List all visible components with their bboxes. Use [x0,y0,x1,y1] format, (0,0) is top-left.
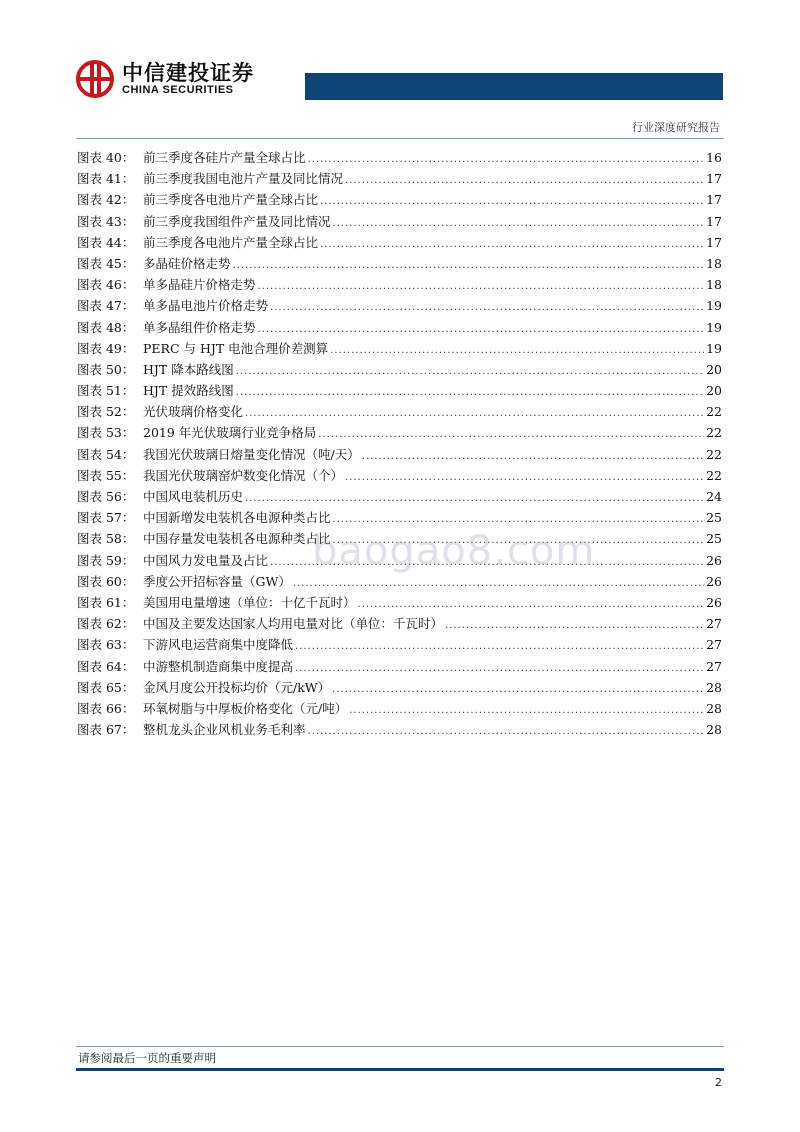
toc-leader-dots [333,218,704,229]
toc-entry-label: 图表 58： [77,531,135,547]
toc-entry[interactable] [77,275,722,296]
toc-entry[interactable] [77,593,722,614]
header-divider [76,138,724,139]
toc-entry-title: 2019 年光伏玻璃行业竞争格局 [143,425,317,441]
toc-entry-label: 图表 62： [77,616,135,632]
toc-leader-dots [358,599,704,610]
toc-entry-label: 图表 45： [77,255,135,271]
toc-entry-page: 27 [706,616,722,632]
toc-leader-dots [236,387,704,398]
toc-leader-dots [320,196,704,207]
toc-entry-label: 图表 48： [77,319,135,335]
toc-leader-dots [345,175,704,186]
toc-entry-title: 中国新增发电装机各电源种类占比 [143,510,331,526]
toc-entry-title: 中国风电装机历史 [143,489,244,504]
toc-entry[interactable] [77,381,722,402]
toc-entry[interactable] [77,657,722,678]
toc-entry-label: 图表 59： [77,552,135,568]
toc-entry-page: 24 [706,489,722,504]
toc-entry-label: 图表 54： [77,446,135,462]
toc-entry-title: 单多晶硅片价格走势 [143,277,256,293]
toc-entry-title: 光伏玻璃价格变化 [143,404,244,420]
toc-entry-label: 图表 41： [77,171,135,187]
toc-entry-title: HJT 提效路线图 [143,383,234,399]
toc-entry-page: 19 [706,319,722,335]
disclaimer-note: 请参阅最后一页的重要声明 [78,1051,216,1065]
toc-entry-label: 图表 46： [77,277,135,293]
toc-entry[interactable] [77,487,722,508]
page-number: 2 [715,1076,722,1089]
toc-entry-title: 前三季度各硅片产量全球占比 [143,150,306,165]
toc-entry[interactable] [77,466,722,487]
figure-index-list [77,148,722,741]
toc-entry-title: 我国光伏玻璃窑炉数变化情况（个） [143,467,344,483]
toc-entry[interactable] [77,339,722,360]
toc-entry-label: 图表 53： [77,425,135,441]
toc-entry-label: 图表 42： [77,192,135,208]
footer-color-band [76,1068,724,1071]
toc-entry-page: 26 [706,594,722,610]
toc-entry-title: 前三季度各电池片产量全球占比 [143,192,319,208]
toc-entry[interactable] [77,360,722,381]
toc-entry-page: 22 [706,467,722,483]
toc-entry[interactable] [77,423,722,444]
toc-leader-dots [308,154,704,165]
logo-chinese-name: 中信建投证券 [122,60,254,85]
toc-entry-label: 图表 67： [77,722,135,738]
toc-entry[interactable] [77,572,722,593]
toc-entry[interactable] [77,678,722,699]
toc-leader-dots [320,239,704,250]
watermark: baogao8.com [312,528,596,574]
toc-leader-dots [349,705,704,716]
toc-entry-label: 图表 49： [77,340,135,356]
toc-entry-page: 27 [706,637,722,653]
toc-entry-title: PERC 与 HJT 电池合理价差测算 [143,340,329,356]
toc-entry-title: 环氧树脂与中厚板价格变化（元/吨） [143,700,348,716]
toc-entry-label: 图表 66： [77,700,135,716]
toc-entry-page: 18 [706,255,722,271]
toc-leader-dots [445,620,704,631]
toc-entry[interactable] [77,190,722,211]
toc-entry-label: 图表 55： [77,467,135,483]
toc-leader-dots [333,514,704,525]
toc-leader-dots [318,429,704,440]
toc-entry-page: 17 [706,234,722,250]
toc-leader-dots [245,408,704,419]
toc-leader-dots [245,493,704,504]
toc-entry[interactable] [77,318,722,339]
toc-entry-page: 27 [706,658,722,674]
toc-entry-page: 17 [706,213,722,229]
toc-entry-label: 图表 47： [77,298,135,314]
toc-leader-dots [330,345,704,356]
toc-entry-title: 中国存量发电装机各电源种类占比 [143,531,331,547]
toc-leader-dots [362,451,704,462]
toc-entry-label: 图表 64： [77,658,135,674]
toc-entry[interactable] [77,402,722,423]
toc-entry-title: 下游风电运营商集中度降低 [143,637,294,653]
toc-entry-label: 图表 65： [77,679,135,695]
toc-entry[interactable] [77,212,722,233]
toc-entry-page: 17 [706,192,722,208]
toc-entry-page: 22 [706,404,722,420]
toc-entry[interactable] [77,233,722,254]
toc-entry-page: 19 [706,340,722,356]
toc-entry[interactable] [77,699,722,720]
toc-entry-page: 16 [706,150,722,165]
toc-entry[interactable] [77,296,722,317]
toc-leader-dots [270,302,704,313]
toc-leader-dots [345,472,704,483]
toc-entry-title: 前三季度我国电池片产量及同比情况 [143,171,344,187]
toc-entry-page: 26 [706,573,722,589]
toc-entry[interactable] [77,254,722,275]
company-logo [76,60,254,98]
toc-leader-dots [293,578,704,589]
toc-entry[interactable] [77,635,722,656]
toc-entry-title: 季度公开招标容量（GW） [143,573,291,589]
toc-entry-title: 我国光伏玻璃日熔量变化情况（吨/天） [143,446,360,462]
toc-entry[interactable] [77,148,722,169]
toc-entry-label: 图表 51： [77,383,135,399]
toc-entry-title: 整机龙头企业风机业务毛利率 [143,722,306,738]
toc-entry[interactable] [77,508,722,529]
toc-entry-title: 美国用电量增速（单位：十亿千瓦时） [143,594,356,610]
toc-entry-title: 金风月度公开投标均价（元/kW） [143,679,331,695]
toc-entry-page: 20 [706,361,722,377]
toc-entry-label: 图表 57： [77,510,135,526]
header-color-band [305,73,723,100]
toc-entry-page: 25 [706,531,722,547]
toc-entry-title: 前三季度各电池片产量全球占比 [143,234,319,250]
toc-entry-title: 中游整机制造商集中度提高 [143,658,294,674]
toc-entry-label: 图表 40： [77,150,135,165]
toc-entry-label: 图表 52： [77,404,135,420]
toc-entry-page: 28 [706,700,722,716]
toc-entry-page: 18 [706,277,722,293]
toc-entry-label: 图表 43： [77,213,135,229]
toc-entry-page: 22 [706,446,722,462]
footer-divider [76,1046,724,1047]
toc-entry-title: 中国风力发电量及占比 [143,552,269,568]
toc-entry-page: 19 [706,298,722,314]
logo-english-name: CHINA SECURITIES [122,83,234,96]
toc-entry-title: HJT 降本路线图 [143,361,234,377]
toc-leader-dots [258,324,704,335]
toc-entry-label: 图表 50： [77,361,135,377]
toc-leader-dots [233,260,704,271]
page-header [0,0,800,140]
toc-leader-dots [308,726,704,737]
toc-leader-dots [295,663,704,674]
toc-leader-dots [295,641,704,652]
toc-entry-label: 图表 60： [77,573,135,589]
toc-entry-page: 20 [706,383,722,399]
toc-entry-page: 25 [706,510,722,526]
toc-entry-label: 图表 44： [77,234,135,250]
toc-entry-title: 单多晶电池片价格走势 [143,298,269,314]
report-type: 行业深度研究报告 [632,121,720,134]
toc-leader-dots [332,684,704,695]
toc-entry-page: 26 [706,552,722,568]
toc-entry-page: 17 [706,171,722,187]
toc-leader-dots [258,281,704,292]
toc-entry-title: 中国及主要发达国家人均用电量对比（单位：千瓦时） [143,616,444,632]
toc-entry-page: 22 [706,425,722,441]
toc-entry[interactable] [77,720,722,741]
toc-entry-label: 图表 61： [77,594,135,610]
toc-entry-title: 前三季度我国组件产量及同比情况 [143,213,331,229]
toc-entry-page: 28 [706,722,722,738]
citic-logo-icon [76,60,114,98]
toc-entry-label: 图表 63： [77,637,135,653]
toc-entry-label: 图表 56： [77,489,135,504]
toc-leader-dots [236,366,704,377]
toc-entry-title: 多晶硅价格走势 [143,255,231,271]
toc-entry[interactable] [77,614,722,635]
toc-entry-title: 单多晶组件价格走势 [143,319,256,335]
toc-entry-page: 28 [706,679,722,695]
toc-entry[interactable] [77,445,722,466]
toc-entry[interactable] [77,169,722,190]
